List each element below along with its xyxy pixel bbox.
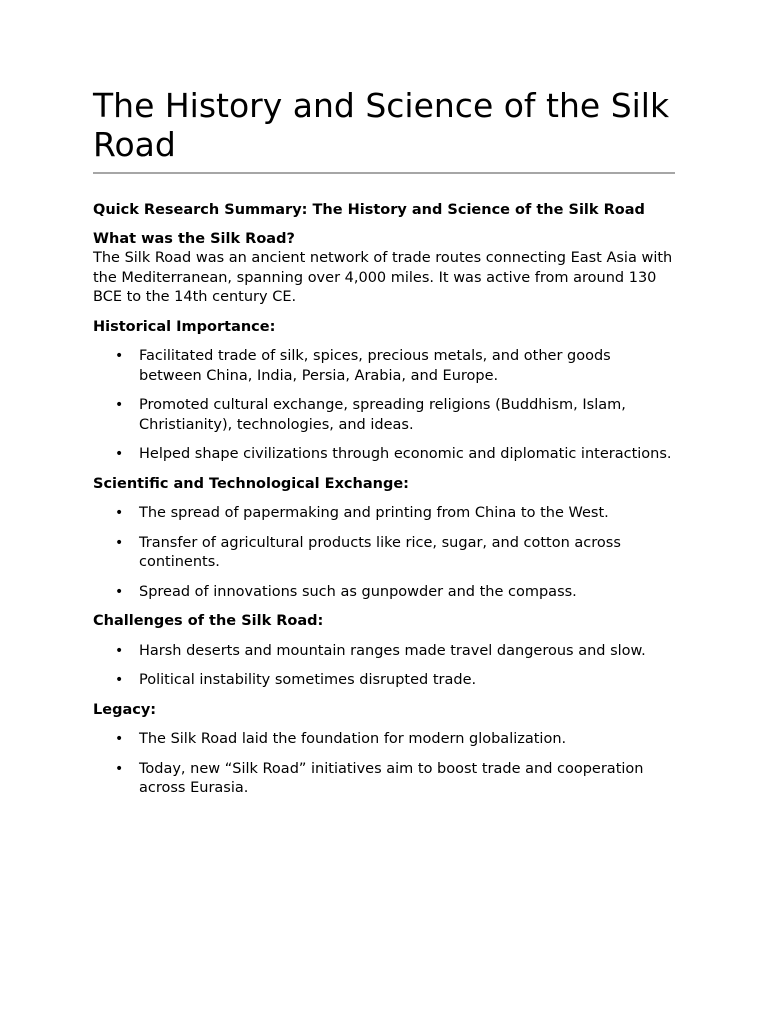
bullet-icon: • xyxy=(115,348,124,364)
list-item-text: Transfer of agricultural products like rice, sugar, and cotton across continents. xyxy=(139,534,621,570)
list-item xyxy=(93,445,675,465)
list-item xyxy=(93,730,675,750)
bullet-list-legacy xyxy=(93,730,675,799)
bullet-list-scientific-exchange xyxy=(93,504,675,602)
list-item xyxy=(93,504,675,524)
section-heading-scientific-exchange: Scientific and Technological Exchange: xyxy=(93,475,409,492)
list-item-text: Harsh deserts and mountain ranges made travel dangerous and slow. xyxy=(139,642,646,659)
list-item xyxy=(93,396,675,435)
list-item-text: The spread of papermaking and printing from China to the West. xyxy=(139,505,609,521)
section-heading-challenges: Challenges of the Silk Road: xyxy=(93,613,324,629)
list-item xyxy=(93,642,675,662)
list-item xyxy=(93,347,675,386)
section-paragraph-what-was: The Silk Road was an ancient network of trade routes connecting East Asia with the Mediterranean, spanning over 4,000 miles. It was active from around 130 BCE to the 14th century CE. xyxy=(93,250,673,305)
section-heading-legacy: Legacy: xyxy=(93,701,157,718)
list-item-text: Facilitated trade of silk, spices, precious metals, and other goods between China, India, Persia, Arabia, and Europe. xyxy=(139,348,611,384)
bullet-icon: • xyxy=(115,446,124,462)
list-item xyxy=(93,760,675,799)
bullet-icon: • xyxy=(115,583,124,600)
list-item-text: Helped shape civilizations through economic and diplomatic interactions. xyxy=(139,446,672,462)
bullet-icon: • xyxy=(115,731,124,747)
summary-heading: Quick Research Summary: The History and Science of the Silk Road xyxy=(93,202,645,218)
list-item-text: Today, new “Silk Road” initiatives aim to boost trade and cooperation across Eurasia. xyxy=(139,760,644,796)
list-item-text: Political instability sometimes disrupted trade. xyxy=(139,672,477,688)
list-item xyxy=(93,671,675,691)
list-item-text: The Silk Road laid the foundation for modern globalization. xyxy=(139,731,567,747)
list-item-text: Spread of innovations such as gunpowder and the compass. xyxy=(139,583,577,600)
bullet-list-historical-importance xyxy=(93,347,675,465)
list-item xyxy=(93,583,675,603)
bullet-icon: • xyxy=(115,534,124,551)
list-item-text: Promoted cultural exchange, spreading religions (Buddhism, Islam, Christianity), technologies, and ideas. xyxy=(139,397,626,433)
document-body xyxy=(93,86,675,809)
bullet-icon: • xyxy=(115,505,124,521)
list-item xyxy=(93,534,675,573)
bullet-icon: • xyxy=(115,672,124,688)
bullet-list-challenges xyxy=(93,642,675,691)
section-heading-what-was: What was the Silk Road? xyxy=(93,230,295,247)
section-heading-historical-importance: Historical Importance: xyxy=(93,318,276,335)
bullet-icon: • xyxy=(115,760,124,777)
bullet-icon: • xyxy=(115,642,124,659)
document-title: The History and Science of the Silk Road xyxy=(93,86,675,174)
bullet-icon: • xyxy=(115,397,124,413)
